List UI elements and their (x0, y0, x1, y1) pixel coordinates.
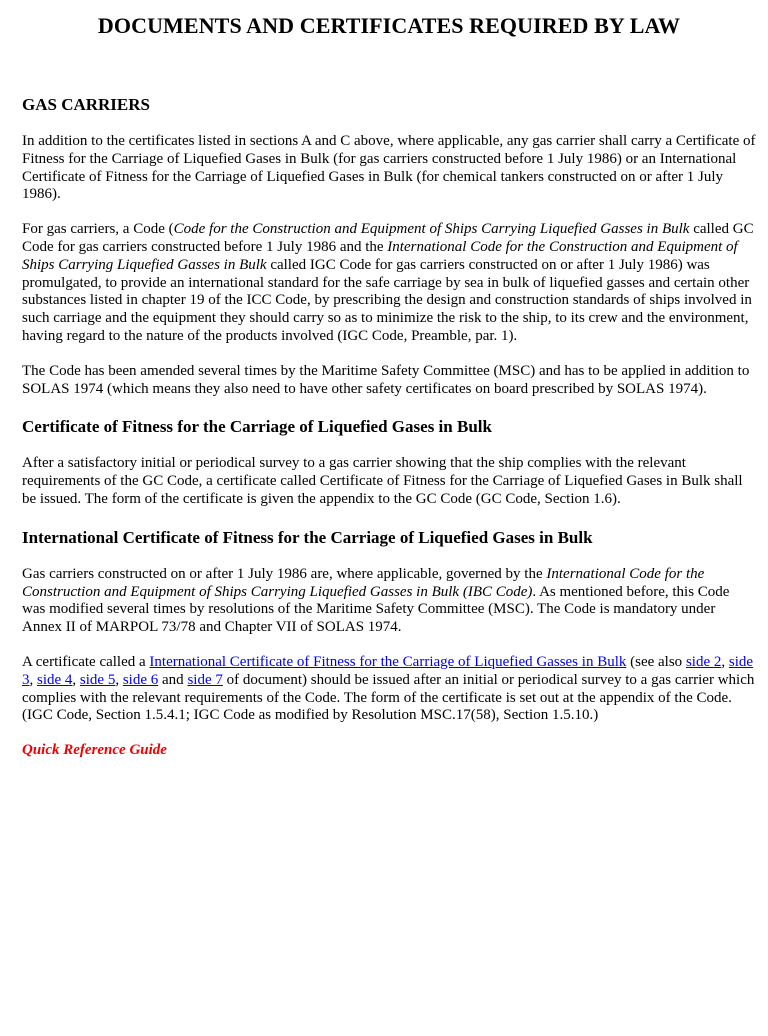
text-run: A certificate called a (22, 653, 150, 670)
text-run: . As mentioned before, this Code was modified several times by resolutions of the Maritime Safety Committee (MSC). The Code is mandatory under Annex II of MARPOL 73/78 and Chapter VII of SOLAS 1974. (22, 583, 730, 636)
link-side-6[interactable]: side 6 (122, 671, 159, 688)
document-page (0, 12, 768, 759)
paragraph-amendments: The Code has been amended several times by the Maritime Safety Committee (MSC) and has to be applied in addition to SOLAS 1974 (which means they also need to have other safety certificates on board prescribed by SOLAS 1974). (22, 362, 750, 397)
link-international-certificate[interactable]: International Certificate of Fitness for the Carriage of Liquefied Gasses in Bulk (149, 653, 627, 670)
section-heading-gas-carriers: GAS CARRIERS (22, 95, 150, 114)
link-side-4[interactable]: side 4 (37, 671, 73, 688)
text-run: called IGC Code for gas carriers constructed on or after 1 July 1986) was promulgated, to provide an international standard for the safe carriage by sea in bulk of liquefied gasses and certain other substances listed in chapter 19 of the ICC Code, by prescribing the design and construction standards of ships involved in such carriage and the equipment they should carry so as to minimize the risk to the ship, to its crew and the environment, having regard to the nature of the products involved (IGC Code, Preamble, par. 1). (22, 256, 752, 344)
page-title: DOCUMENTS AND CERTIFICATES REQUIRED BY LAW (97, 13, 681, 38)
link-side-5[interactable]: side 5 (79, 671, 116, 688)
italic-code-title: Code for the Construction and Equipment of Ships Carrying Liquefied Gasses in Bulk (173, 221, 690, 238)
link-side-7[interactable]: side 7 (187, 671, 223, 688)
text-run: , (115, 671, 123, 688)
quick-reference-guide-link[interactable]: Quick Reference Guide (22, 742, 167, 759)
text-run: , (29, 671, 37, 688)
italic-igc-code-title: International Code for the Construction and Equipment of Ships Carrying Liquefied Gasses in Bulk (22, 238, 738, 273)
italic-ibc-code-title: International Code for the Construction and Equipment of Ships Carrying Liquefied Gasses in Bulk (IBC Code) (22, 565, 705, 600)
link-side-2[interactable]: side 2 (685, 653, 722, 670)
text-run: Gas carriers constructed on or after 1 July 1986 are, where applicable, governed by the (22, 565, 547, 582)
text-run: and (158, 671, 188, 688)
text-run: called GC Code for gas carriers constructed before 1 July 1986 and the (22, 221, 754, 255)
heading-international-certificate: International Certificate of Fitness for the Carriage of Liquefied Gases in Bulk (22, 527, 593, 547)
paragraph-certificate-links (22, 654, 756, 725)
paragraph-intro: In addition to the certificates listed in sections A and C above, where applicable, any gas carrier shall carry a Certificate of Fitness for the Carriage of Liquefied Gases in Bulk (for gas carriers constructed before 1 July 1986) or an International Certificate of Fitness for the Carriage of Liquefied Gases in Bulk (for chemical tankers constructed on or after 1 July 1986). (22, 133, 756, 203)
text-run: , (721, 653, 729, 670)
text-run: (see also (626, 653, 686, 670)
heading-certificate-of-fitness: Certificate of Fitness for the Carriage of Liquefied Gases in Bulk (22, 417, 492, 437)
text-run: , (72, 671, 80, 688)
paragraph-gc-code (22, 221, 756, 346)
link-side-3[interactable]: side 3 (22, 653, 754, 688)
text-run: For gas carriers, a Code ( (22, 221, 174, 238)
text-run: of document) should be issued after an initial or periodical survey to a gas carrier which complies with the relevant requirements of the Code. The form of the certificate is set out at the appendix of the Code. (IGC Code, Section 1.5.4.1; IGC Code as modified by Resolution MSC.17(58), Section 1.5.10.) (22, 671, 755, 724)
paragraph-ibc-code (22, 566, 756, 637)
paragraph-certificate-survey: After a satisfactory initial or periodical survey to a gas carrier showing that the ship complies with the relevant requirements of the GC Code, a certificate called Certificate of Fitness for the Carriage of Liquefied Gases in Bulk shall be issued. The form of the certificate is given the appendix to the GC Code (GC Code, Section 1.6). (22, 455, 743, 507)
